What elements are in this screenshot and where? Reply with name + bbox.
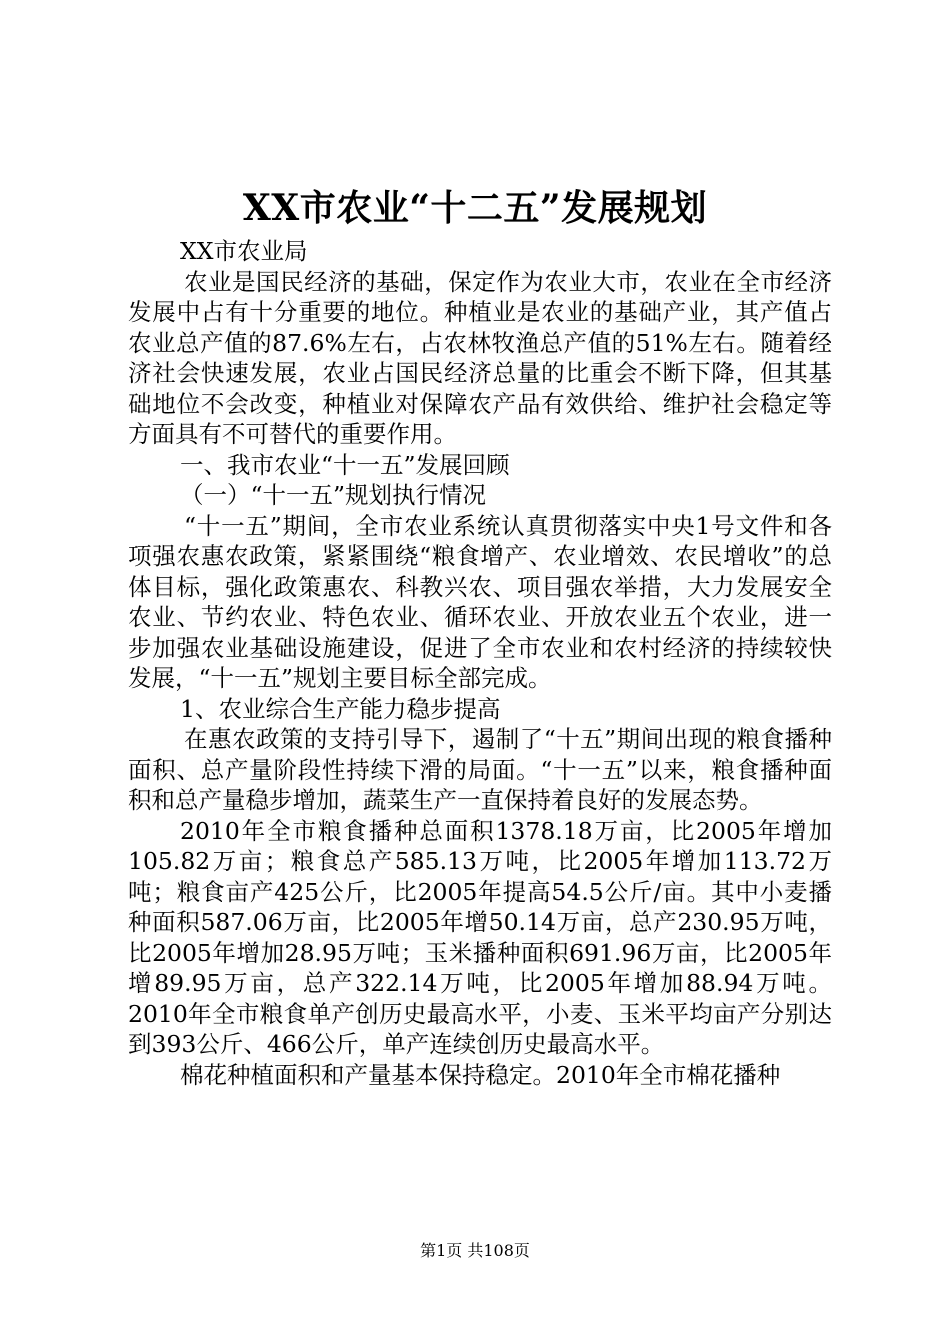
document-title: XX市农业“十二五”发展规划 (242, 187, 708, 229)
document-body (128, 236, 832, 1090)
paragraph-cotton: 棉花种植面积和产量基本保持稳定。2010年全市棉花播种 (180, 1060, 781, 1089)
page-footer: 第1页 共108页 (420, 1241, 530, 1260)
section-heading: 一、我市农业“十一五”发展回顾 (180, 450, 510, 479)
paragraph-review: “十一五”期间，全市农业系统认真贯彻落实中央1号文件和各项强农惠农政策，紧紧围绕“粮食增产、农业增效、农民增收”的总体目标，强化政策惠农、科教兴农、项目强农举措，大力发展安全农业、节约农业、特色农业、循环农业、开放农业五个农业，进一步加强农业基础设施建设，促进了全市农业和农村经济的持续较快发展，“十一五”规划主要目标全部完成。 (128, 511, 832, 692)
subsection-heading: （一）“十一五”规划执行情况 (180, 481, 487, 509)
author-line: XX市农业局 (180, 237, 308, 265)
paragraph-intro: 农业是国民经济的基础，保定作为农业大市，农业在全市经济发展中占有十分重要的地位。种植业是农业的基础产业，其产值占农业总产值的87.6%左右，占农林牧渔总产值的51%左右。随着经济社会快速发展，农业占国民经济总量的比重会不断下降，但其基础地位不会改变，种植业对保障农产品有效供给、维护社会稳定等方面具有不可替代的重要作用。 (128, 267, 832, 448)
item-heading: 1、农业综合生产能力稳步提高 (180, 694, 501, 723)
paragraph-policy: 在惠农政策的支持引导下，遏制了“十五”期间出现的粮食播种面积、总产量阶段性持续下滑的局面。“十一五”以来，粮食播种面积和总产量稳步增加，蔬菜生产一直保持着良好的发展态势。 (128, 725, 832, 814)
paragraph-grain-stats: 2010年全市粮食播种总面积1378.18万亩，比2005年增加105.82万亩；粮食总产585.13万吨，比2005年增加113.72万吨；粮食亩产425公斤，比2005年提高54.5公斤/亩。其中小麦播种面积587.06万亩，比2005年增50.14万亩，总产230.95万吨，比2005年增加28.95万吨；玉米播种面积691.96万亩，比2005年增89.95万亩，总产322.14万吨，比2005年增加88.94万吨。2010年全市粮食单产创历史最高水平，小麦、玉米平均亩产分别达到393公斤、466公斤，单产连续创历史最高水平。 (128, 816, 832, 1058)
